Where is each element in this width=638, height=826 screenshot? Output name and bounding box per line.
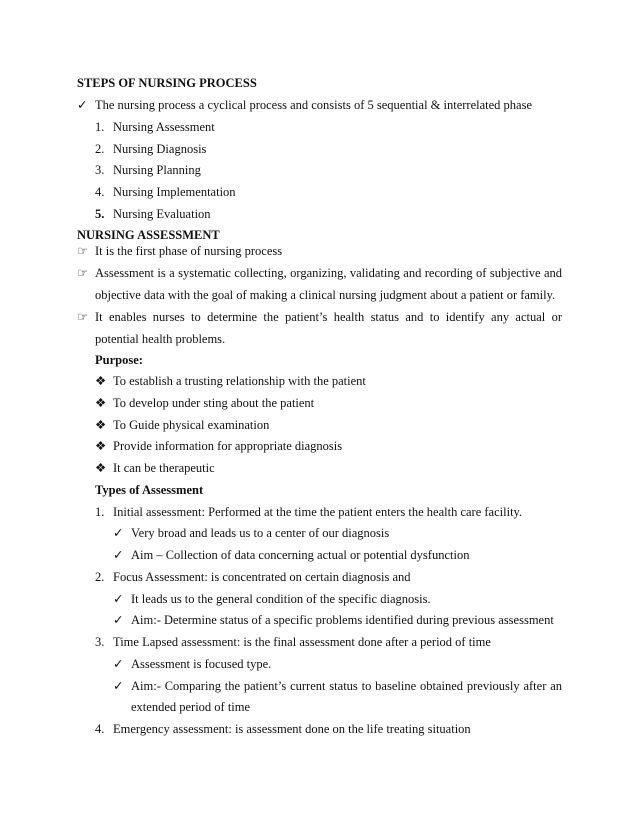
sub-item: Aim:- Determine status of a specific problems identified during previous assessment [131, 613, 554, 627]
step-number: 4. [95, 185, 105, 199]
checkmark-icon: ✓ [77, 98, 88, 112]
sub-item: Aim – Collection of data concerning actual or potential dysfunction [131, 548, 470, 562]
pointing-hand-icon: ☞ [77, 310, 89, 324]
types-heading: Types of Assessment [95, 483, 204, 497]
type-text: Time Lapsed assessment: is the final assessment done after a period of time [113, 635, 491, 649]
type-number: 2. [95, 570, 105, 584]
steps-heading: STEPS OF NURSING PROCESS [77, 76, 257, 90]
point-text: Assessment is a systematic collecting, organizing, validating and recording of subjective and [95, 266, 562, 280]
assessment-heading: NURSING ASSESSMENT [77, 228, 220, 242]
purpose-item: To Guide physical examination [113, 418, 270, 432]
type-text: Focus Assessment: is concentrated on certain diagnosis and [113, 570, 411, 584]
step-number: 5. [95, 207, 105, 221]
step-number: 3. [95, 163, 105, 177]
point-text-continued: potential health problems. [95, 332, 226, 346]
sub-item: Very broad and leads us to a center of our diagnosis [131, 526, 390, 540]
purpose-heading: Purpose: [95, 353, 143, 367]
step-label: Nursing Planning [113, 163, 201, 177]
checkmark-icon: ✓ [113, 613, 124, 627]
purpose-item: To establish a trusting relationship with the patient [113, 374, 366, 388]
sub-item-continued: extended period of time [131, 700, 251, 714]
checkmark-icon: ✓ [113, 592, 124, 606]
step-label: Nursing Implementation [113, 185, 236, 199]
type-text: Initial assessment: Performed at the time the patient enters the health care facility. [113, 505, 523, 519]
sub-item: Assessment is focused type. [131, 657, 272, 671]
diamond-bullet-icon: ❖ [95, 418, 107, 432]
step-label: Nursing Assessment [113, 120, 215, 134]
step-label: Nursing Diagnosis [113, 142, 207, 156]
purpose-item: To develop under sting about the patient [113, 396, 315, 410]
step-label: Nursing Evaluation [113, 207, 211, 221]
type-number: 1. [95, 505, 105, 519]
step-number: 2. [95, 142, 105, 156]
diamond-bullet-icon: ❖ [95, 461, 107, 475]
step-number: 1. [95, 120, 105, 134]
sub-item: It leads us to the general condition of the specific diagnosis. [131, 592, 431, 606]
point-text-continued: objective data with the goal of making a clinical nursing judgment about a patient or family. [95, 288, 556, 302]
diamond-bullet-icon: ❖ [95, 396, 107, 410]
intro-text: The nursing process a cyclical process and consists of 5 sequential & interrelated phase [95, 98, 533, 112]
checkmark-icon: ✓ [113, 526, 124, 540]
purpose-item: It can be therapeutic [113, 461, 215, 475]
type-number: 4. [95, 722, 105, 736]
diamond-bullet-icon: ❖ [95, 374, 107, 388]
point-text: It enables nurses to determine the patient’s health status and to identify any actual or [95, 310, 562, 324]
checkmark-icon: ✓ [113, 657, 124, 671]
pointing-hand-icon: ☞ [77, 244, 89, 258]
pointing-hand-icon: ☞ [77, 266, 89, 280]
checkmark-icon: ✓ [113, 548, 124, 562]
type-number: 3. [95, 635, 105, 649]
checkmark-icon: ✓ [113, 679, 124, 693]
sub-item: Aim:- Comparing the patient’s current status to baseline obtained previously after an [131, 679, 562, 693]
purpose-item: Provide information for appropriate diagnosis [113, 439, 343, 453]
type-text: Emergency assessment: is assessment done on the life treating situation [113, 722, 471, 736]
diamond-bullet-icon: ❖ [95, 439, 107, 453]
point-text: It is the first phase of nursing process [95, 244, 283, 258]
